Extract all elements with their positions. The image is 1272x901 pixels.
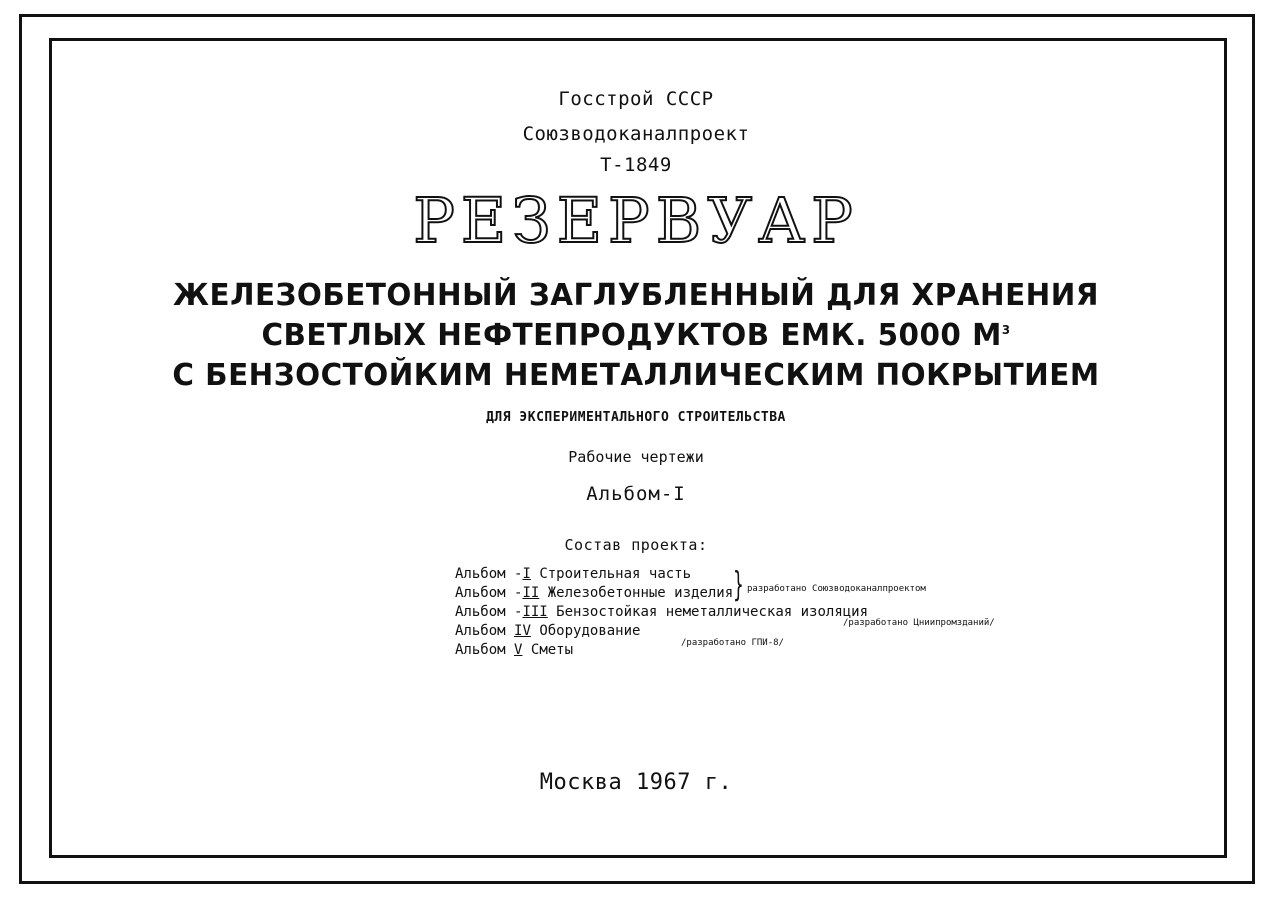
project-composition-label: Состав проекта: (564, 536, 708, 554)
org-gosstroy: Госстрой СССР (558, 88, 714, 110)
album4-note: /разработано ГПИ-8/ (681, 638, 784, 648)
document-code: Т-1849 (600, 154, 672, 176)
subtitle-line-2 (13, 318, 1260, 353)
subtitle-line-3: С БЕНЗОСТОЙКИМ НЕМЕТАЛЛИЧЕСКИМ ПОКРЫТИЕМ (172, 358, 1100, 393)
album-num: IV (514, 623, 531, 639)
album-name: Строительная часть (539, 566, 692, 582)
album-num: I (522, 566, 531, 582)
album-list (455, 566, 1055, 661)
album-number: Альбом-I (586, 483, 686, 505)
album-row-1 (455, 566, 1055, 585)
album-prefix: Альбом - (455, 604, 523, 620)
purpose-line: ДЛЯ ЭКСПЕРИМЕНТАЛЬНОГО СТРОИТЕЛЬСТВА (486, 410, 786, 425)
cubic-superscript: 3 (1001, 323, 1011, 337)
org-soyuzvodokanalproekt: Союзводоканалпроект (522, 123, 750, 145)
brace-icon: } (733, 565, 744, 605)
album-name: Оборудование (539, 623, 641, 639)
drawings-label: Рабочие чертежи (568, 448, 704, 466)
album-prefix: Альбом (455, 642, 515, 658)
album-num: II (522, 585, 540, 601)
album-prefix: Альбом - (455, 585, 523, 601)
subtitle-line-1: ЖЕЛЕЗОБЕТОННЫЙ ЗАГЛУБЛЕННЫЙ ДЛЯ ХРАНЕНИЯ (173, 278, 1099, 313)
brace-note: разработано Союзводоканалпроектом (747, 584, 926, 594)
album-num: V (514, 642, 523, 658)
album-name: Железобетонные изделия (547, 585, 734, 601)
album-name: Бензостойкая неметаллическая изоляция (556, 604, 869, 620)
footer-place-year: Москва 1967 г. (539, 770, 733, 795)
album-num: III (522, 604, 548, 620)
album3-note: /разработано Цниипромзданий/ (843, 618, 995, 628)
album-prefix: Альбом - (455, 566, 523, 582)
album-name: Сметы (530, 642, 574, 658)
album-prefix: Альбом (455, 623, 515, 639)
document-title: РЕЗЕРВУАР (413, 184, 859, 257)
subtitle-line-2-text: СВЕТЛЫХ НЕФТЕПРОДУКТОВ ЕМК. 5000 М (261, 318, 1002, 353)
